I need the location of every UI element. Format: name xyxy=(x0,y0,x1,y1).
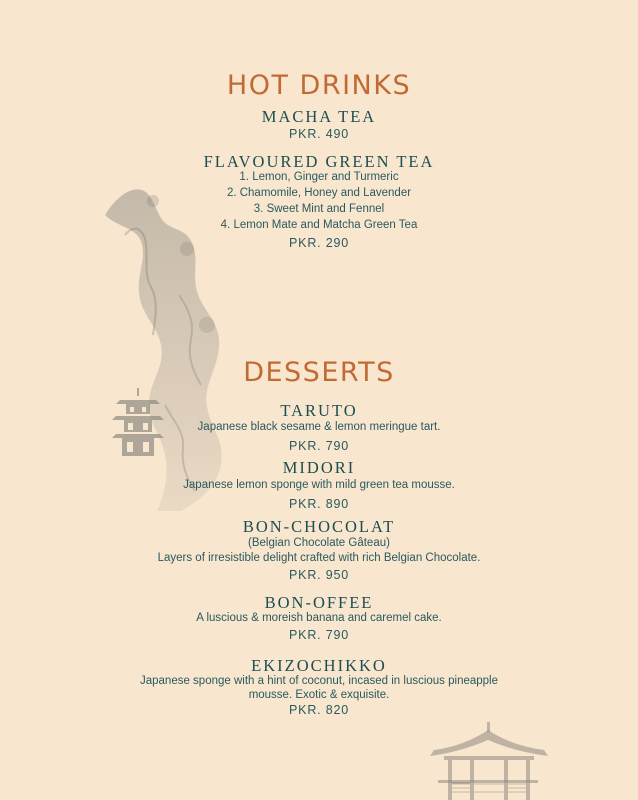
item-price: PKR. 820 xyxy=(289,703,349,717)
item-description: Japanese lemon sponge with mild green tea mousse. xyxy=(183,479,455,491)
pavilion-icon xyxy=(424,722,554,800)
item-option: 3. Sweet Mint and Fennel xyxy=(253,203,385,215)
item-price: PKR. 890 xyxy=(289,497,349,511)
item-description: Japanese sponge with a hint of coconut, incased in luscious pineapple xyxy=(139,675,499,687)
item-price: PKR. 490 xyxy=(289,127,349,141)
item-option: 2. Chamomile, Honey and Lavender xyxy=(226,187,412,199)
item-name: MACHA TEA xyxy=(261,107,377,126)
item-name: EKIZOCHIKKO xyxy=(251,656,387,675)
item-price: PKR. 950 xyxy=(289,568,349,582)
item-price: PKR. 790 xyxy=(289,439,349,453)
item-description: Layers of irresistible delight crafted with rich Belgian Chocolate. xyxy=(157,552,481,564)
item-description: mousse. Exotic & exquisite. xyxy=(248,689,390,701)
section-title-desserts: DESSERTS xyxy=(243,357,395,388)
item-name: FLAVOURED GREEN TEA xyxy=(203,152,435,171)
item-name: TARUTO xyxy=(280,401,358,420)
item-price: PKR. 790 xyxy=(289,628,349,642)
item-name: BON-OFFEE xyxy=(264,593,374,612)
item-description: Japanese black sesame & lemon meringue tart. xyxy=(197,421,441,433)
item-option: 1. Lemon, Ginger and Turmeric xyxy=(239,171,399,183)
item-option: 4. Lemon Mate and Matcha Green Tea xyxy=(220,219,418,231)
item-price: PKR. 290 xyxy=(289,236,349,250)
item-name: BON-CHOCOLAT xyxy=(242,517,396,536)
item-description: A luscious & moreish banana and caremel cake. xyxy=(196,612,442,624)
item-subtitle: (Belgian Chocolate Gâteau) xyxy=(248,537,390,549)
item-name: MIDORI xyxy=(282,458,356,477)
section-title-hot-drinks: HOT DRINKS xyxy=(226,70,412,101)
